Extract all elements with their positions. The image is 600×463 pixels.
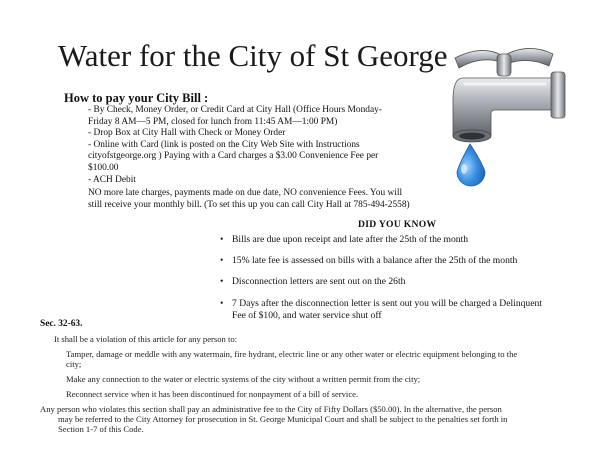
ordinance-item-tamper: Tamper, damage or meddle with any watermain, fire hydrant, electric line or any other water or electric equipment belonging to the city; xyxy=(66,349,518,370)
did-you-know-heading: DID YOU KNOW xyxy=(358,219,437,230)
ordinance-item-reconnect: Reconnect service when it has been discontinued for nonpayment of a bill of service. xyxy=(66,389,359,399)
payment-methods xyxy=(88,105,418,186)
ordinance-intro: It shall be a violation of this article for any person to: xyxy=(54,334,238,344)
ordinance-penalty: Any person who violates this section shall pay an administrative fee to the City of Fifty Dollars ($50.00). In the alternative, the person may be referred to the City Attorney for prosecution in St. George Municipal Court and shall be subject to the penalties set forth in Section 1-7 of this Code. xyxy=(40,404,508,435)
payment-line: - ACH Debit xyxy=(88,174,136,185)
list-item: • 7 Days after the disconnection letter is sent out you will be charged a Delinquent Fee of $100, and water service shut off xyxy=(220,298,580,322)
list-item: • Disconnection letters are sent out on the 26th xyxy=(220,276,580,288)
ordinance-item-connection: Make any connection to the water or electric systems of the city without a written permit from the city; xyxy=(66,374,421,384)
payment-line: $100.00 xyxy=(88,162,119,173)
page-title: Water for the City of St George xyxy=(58,38,448,73)
payment-line: - By Check, Money Order, or Credit Card at City Hall (Office Hours Monday- xyxy=(88,105,382,115)
payment-line: Friday 8 AM—5 PM, closed for lunch from 11:45 AM—1:00 PM) xyxy=(88,116,338,127)
pay-bill-heading: How to pay your City Bill : xyxy=(64,91,209,105)
did-you-know-list xyxy=(220,234,580,331)
payment-line: - Drop Box at City Hall with Check or Money Order xyxy=(88,128,286,139)
list-item: • 15% late fee is assessed on bills with a balance after the 25th of the month xyxy=(220,255,580,267)
list-item: • Bills are due upon receipt and late after the 25th of the month xyxy=(220,234,580,246)
ach-note xyxy=(88,188,428,211)
water-drop-icon xyxy=(457,144,485,186)
faucet-icon xyxy=(433,40,573,190)
note-line: still receive your monthly bill. (To set this up you can call City Hall at 785-494-2558) xyxy=(88,199,410,210)
payment-line: cityofstgeorge.org ) Paying with a Card charges a $3.00 Convenience Fee per xyxy=(88,151,379,162)
note-line: NO more late charges, payments made on due date, NO convenience Fees. You will xyxy=(88,188,403,198)
section-number: Sec. 32-63. xyxy=(40,319,83,329)
payment-line: - Online with Card (link is posted on the City Web Site with Instructions xyxy=(88,139,360,150)
